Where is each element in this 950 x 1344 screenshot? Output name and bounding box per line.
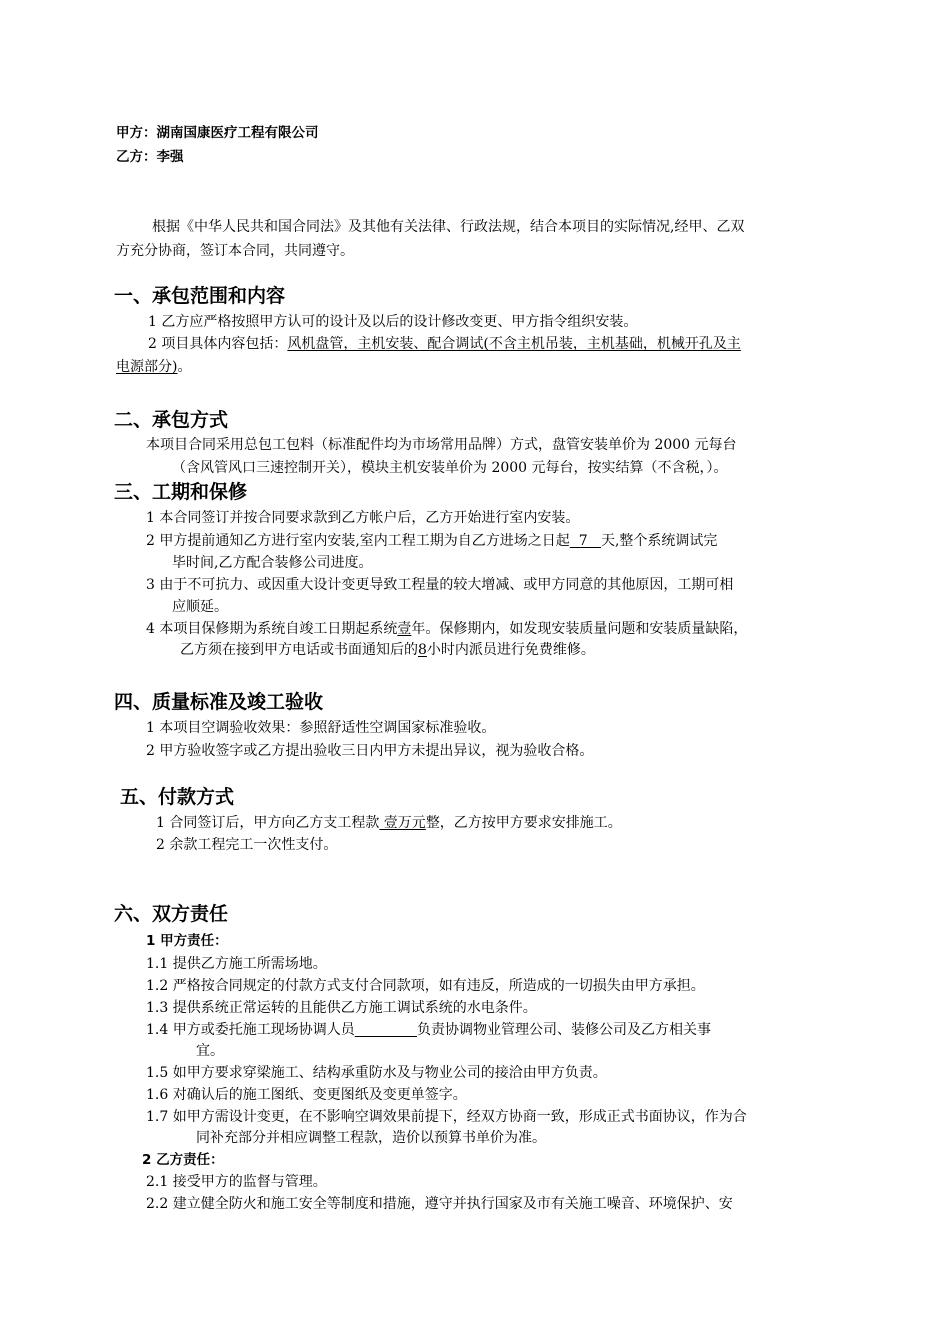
s6-a-6: 1.6 对确认后的施工图纸、变更图纸及变更单签字。: [146, 1087, 467, 1103]
s5-item-1: 1 合同签订后，甲方向乙方支工程款 壹万元整，乙方按甲方要求安排施工。: [156, 815, 622, 831]
s3-item-2: 2 甲方提前通知乙方进行室内安装,室内工程工期为自乙方进场之日起 7 天,整个系统调试完: [146, 533, 718, 549]
s3-item-1: 1 本合同签订并按合同要求款到乙方帐户后，乙方开始进行室内安装。: [146, 510, 580, 526]
s3-item-2-cont: 毕时间,乙方配合装修公司进度。: [172, 555, 373, 571]
section-1-heading: 一、承包范围和内容: [114, 285, 286, 307]
s1-item-2-scope-cont: 电源部分): [116, 359, 178, 375]
s4-item-2: 2 甲方验收签字或乙方提出验收三日内甲方未提出异议，视为验收合格。: [146, 743, 594, 759]
s6-a-5: 1.5 如甲方要求穿梁施工、结构承重防水及与物业公司的接洽由甲方负责。: [146, 1065, 607, 1081]
s3-item-4: 4 本项目保修期为系统自竣工日期起系统壹年。保修期内，如发现安装质量问题和安装质量缺陷，: [146, 621, 748, 637]
s3-item-3: 3 由于不可抗力、或因重大设计变更导致工程量的较大增减、或甲方同意的其他原因，工期可相: [146, 577, 734, 593]
s5-item-2: 2 余款工程完工一次性支付。: [156, 837, 338, 853]
s1-item-2-scope: 风机盘管，主机安装、配合调试(不含主机吊装，主机基础，机械开孔及主: [287, 336, 741, 352]
s6-a-4-cont: 宜。: [196, 1043, 224, 1059]
section-3-heading: 三、工期和保修: [114, 481, 248, 503]
section-5-heading: 五、付款方式: [120, 786, 235, 808]
s3-work-days: 7: [569, 533, 601, 549]
section-2-heading: 二、承包方式: [114, 409, 229, 431]
s6-a-7-cont: 同补充部分并相应调整工程款，造价以预算书单价为准。: [196, 1130, 546, 1146]
s6-party-a-title: 1 甲方责任：: [146, 933, 228, 949]
s6-a-4: 1.4 甲方或委托施工现场协调人员 负责协调物业管理公司、装修公司及乙方相关事: [146, 1022, 712, 1038]
section-4-heading: 四、质量标准及竣工验收: [114, 691, 324, 713]
s3-item-3-cont: 应顺延。: [172, 599, 228, 615]
s6-b-1: 2.1 接受甲方的监督与管理。: [146, 1174, 327, 1190]
preamble-line-1: 根据《中华人民共和国合同法》及其他有关法律、行政法规，结合本项目的实际情况,经甲、乙双: [152, 219, 745, 235]
section-6-heading: 六、双方责任: [114, 903, 229, 925]
s3-warranty-years: 壹: [397, 621, 412, 637]
s3-item-4-cont: 乙方须在接到甲方电话或书面通知后的8小时内派员进行免费维修。: [180, 642, 595, 658]
s6-a-1: 1.1 提供乙方施工所需场地。: [146, 956, 327, 972]
s1-item-2: 2 项目具体内容包括：风机盘管，主机安装、配合调试(不含主机吊装，主机基础，机械开孔及主: [148, 336, 741, 352]
s6-coordinator-blank: [355, 1022, 417, 1038]
s6-a-3: 1.3 提供系统正常运转的且能供乙方施工调试系统的水电条件。: [146, 1000, 537, 1016]
party-b: 乙方：李强: [116, 149, 184, 165]
s5-payment-amount: 壹万元: [379, 815, 426, 831]
party-a: 甲方：湖南国康医疗工程有限公司: [116, 125, 319, 141]
s3-response-hours: 8: [418, 642, 427, 658]
s1-item-1: 1 乙方应严格按照甲方认可的设计及以后的设计修改变更、甲方指令组织安装。: [148, 314, 638, 330]
s6-a-7: 1.7 如甲方需设计变更，在不影响空调效果前提下，经双方协商一致，形成正式书面协议，作为合: [146, 1109, 747, 1125]
s1-item-2-cont: 电源部分)。: [116, 359, 192, 375]
s4-item-1: 1 本项目空调验收效果：参照舒适性空调国家标准验收。: [146, 720, 496, 736]
s2-line-2: （含风管风口三速控制开关），模块主机安装单价为 2000 元每台，按实结算（不含税，）。: [172, 460, 728, 476]
s2-line-1: 本项目合同采用总包工包料（标准配件均为市场常用品牌）方式，盘管安装单价为 2000 元每台: [146, 437, 737, 453]
s6-party-b-title: 2 乙方责任：: [142, 1152, 224, 1168]
s6-a-2: 1.2 严格按合同规定的付款方式支付合同款项，如有违反，所造成的一切损失由甲方承担。: [146, 978, 705, 994]
preamble-line-2: 方充分协商，签订本合同，共同遵守。: [116, 243, 354, 259]
s6-b-2: 2.2 建立健全防火和施工安全等制度和措施，遵守并执行国家及市有关施工噪音、环境保护、安: [146, 1196, 733, 1212]
